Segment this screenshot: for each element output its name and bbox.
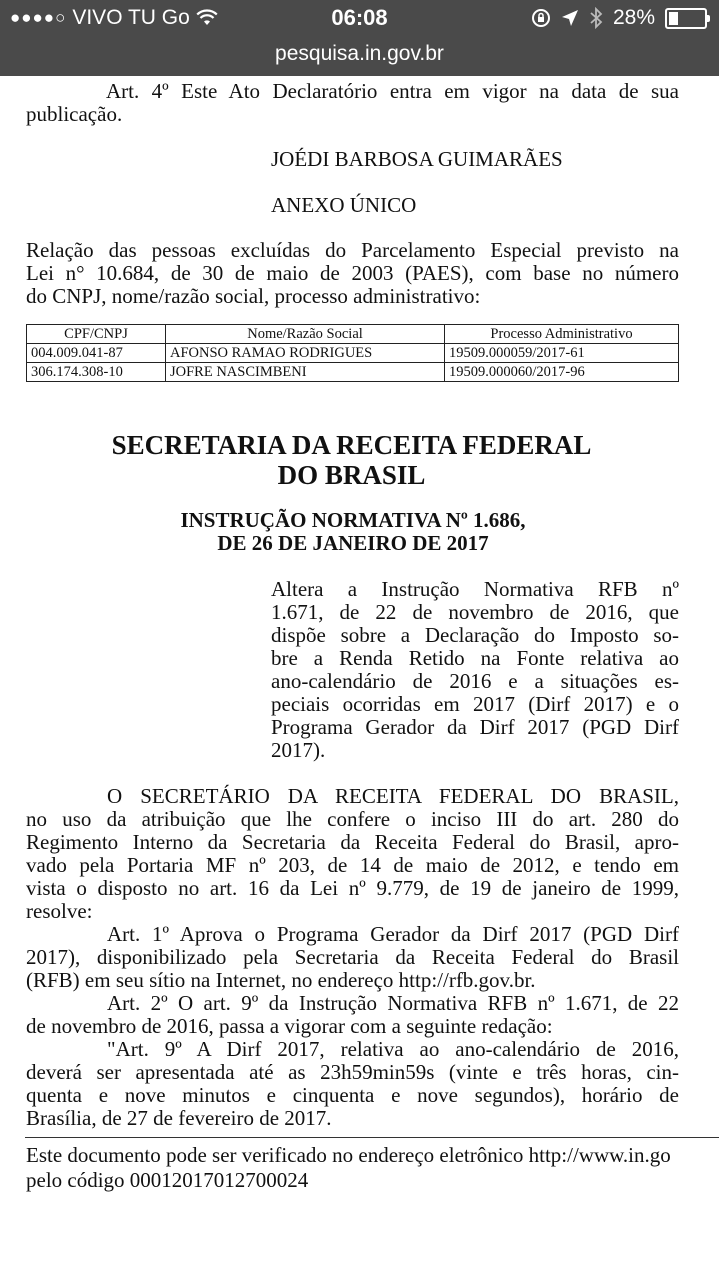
column-header-cpf-cnpj: CPF/CNPJ	[27, 325, 166, 344]
agency-title-line2: DO BRASIL	[277, 460, 426, 490]
art4-text-line1: Art. 4º Este Ato Declaratório entra em vigor na data de sua	[106, 79, 679, 103]
footer-divider	[25, 1137, 719, 1138]
preamble-line: resolve:	[26, 899, 93, 923]
clock: 06:08	[331, 5, 388, 30]
preamble-line: vado pela Portaria MF nº 203, de 14 de maio de 2012, e tendo em	[26, 853, 679, 877]
annex-title: ANEXO ÚNICO	[271, 193, 417, 217]
ementa-line: 2017).	[271, 738, 326, 762]
verification-text-line1: Este documento pode ser verificado no endereço eletrônico http://www.in.go	[26, 1144, 671, 1167]
ementa-line: ano-calendário de 2016 e a situações es-	[271, 669, 679, 693]
ementa-line: 1.671, de 22 de novembro de 2016, que	[271, 600, 679, 624]
cell-name: AFONSO RAMAO RODRIGUES	[166, 344, 445, 363]
normative-title-line1: INSTRUÇÃO NORMATIVA Nº 1.686,	[180, 508, 526, 532]
preamble-line: no uso da atribuição que lhe confere o inciso III do art. 280 do	[26, 807, 679, 831]
location-arrow-icon	[561, 9, 579, 27]
status-bar	[0, 0, 719, 76]
table-header-row	[27, 325, 679, 344]
preamble-line: Regimento Interno da Secretaria da Receita Federal do Brasil, apro-	[26, 830, 679, 854]
ementa-line: dispõe sobre a Declaração do Imposto so-	[271, 623, 679, 647]
quoted-article-line: "Art. 9º A Dirf 2017, relativa ao ano-calendário de 2016,	[107, 1037, 679, 1061]
rotation-lock-icon	[531, 8, 551, 28]
normative-title-line2: DE 26 DE JANEIRO DE 2017	[217, 531, 489, 555]
ementa-line: peciais ocorridas em 2017 (Dirf 2017) e o	[271, 692, 679, 716]
quoted-article-line: quenta e nove minutos e cinquenta e nove segundos), horário de	[26, 1083, 679, 1107]
ementa-line: bre a Renda Retido na Fonte relativa ao	[271, 646, 679, 670]
art2-line: Art. 2º O art. 9º da Instrução Normativa RFB nº 1.671, de 22	[107, 991, 679, 1015]
relation-text-line1: Relação das pessoas excluídas do Parcelamento Especial previsto na	[26, 238, 679, 262]
preamble-line: O SECRETÁRIO DA RECEITA FEDERAL DO BRASIL,	[107, 784, 679, 808]
carrier-name: VIVO TU Go	[72, 6, 190, 29]
column-header-process: Processo Administrativo	[445, 325, 679, 344]
preamble-line: vista o disposto no art. 16 da Lei nº 9.779, de 19 de janeiro de 1999,	[26, 876, 679, 900]
art2-line: de novembro de 2016, passa a vigorar com a seguinte redação:	[26, 1014, 553, 1038]
relation-text-line3: do CNPJ, nome/razão social, processo administrativo:	[26, 284, 481, 308]
battery-icon	[665, 8, 707, 29]
agency-title-line1: SECRETARIA DA RECEITA FEDERAL	[111, 430, 592, 460]
art1-line: Art. 1º Aprova o Programa Gerador da Dirf 2017 (PGD Dirf	[107, 922, 679, 946]
column-header-name: Nome/Razão Social	[166, 325, 445, 344]
art4-text-line2: publicação.	[26, 102, 123, 126]
ementa-line: Altera a Instrução Normativa RFB nº	[271, 577, 679, 601]
cell-cpf-cnpj: 306.174.308-10	[27, 363, 166, 382]
relation-text-line2: Lei n° 10.684, de 30 de maio de 2003 (PAES), com base no número	[26, 261, 679, 285]
art1-line: 2017), disponibilizado pela Secretaria da Receita Federal do Brasil	[26, 945, 679, 969]
art1-line: (RFB) em seu sítio na Internet, no endereço http://rfb.gov.br.	[26, 968, 536, 992]
ementa-line: Programa Gerador da Dirf 2017 (PGD Dirf	[271, 715, 679, 739]
battery-percent: 28%	[612, 6, 655, 29]
quoted-article-line: Brasília, de 27 de fevereiro de 2017.	[26, 1106, 332, 1130]
cell-cpf-cnpj: 004.009.041-87	[27, 344, 166, 363]
cell-process: 19509.000059/2017-61	[445, 344, 679, 363]
signal-strength-icon: ●●●●○	[10, 8, 67, 27]
verification-code: pelo código 00012017012700024	[26, 1168, 309, 1192]
table-row	[27, 363, 679, 382]
quoted-article-line: deverá ser apresentada até as 23h59min59s (vinte e três horas, cin-	[26, 1060, 679, 1084]
excluded-persons-table	[26, 324, 679, 382]
cell-name: JOFRE NASCIMBENI	[166, 363, 445, 382]
bluetooth-icon	[589, 7, 603, 29]
cell-process: 19509.000060/2017-96	[445, 363, 679, 382]
table-row	[27, 344, 679, 363]
address-bar-url[interactable]: pesquisa.in.gov.br	[275, 42, 444, 65]
signatory-name: JOÉDI BARBOSA GUIMARÃES	[271, 147, 563, 171]
